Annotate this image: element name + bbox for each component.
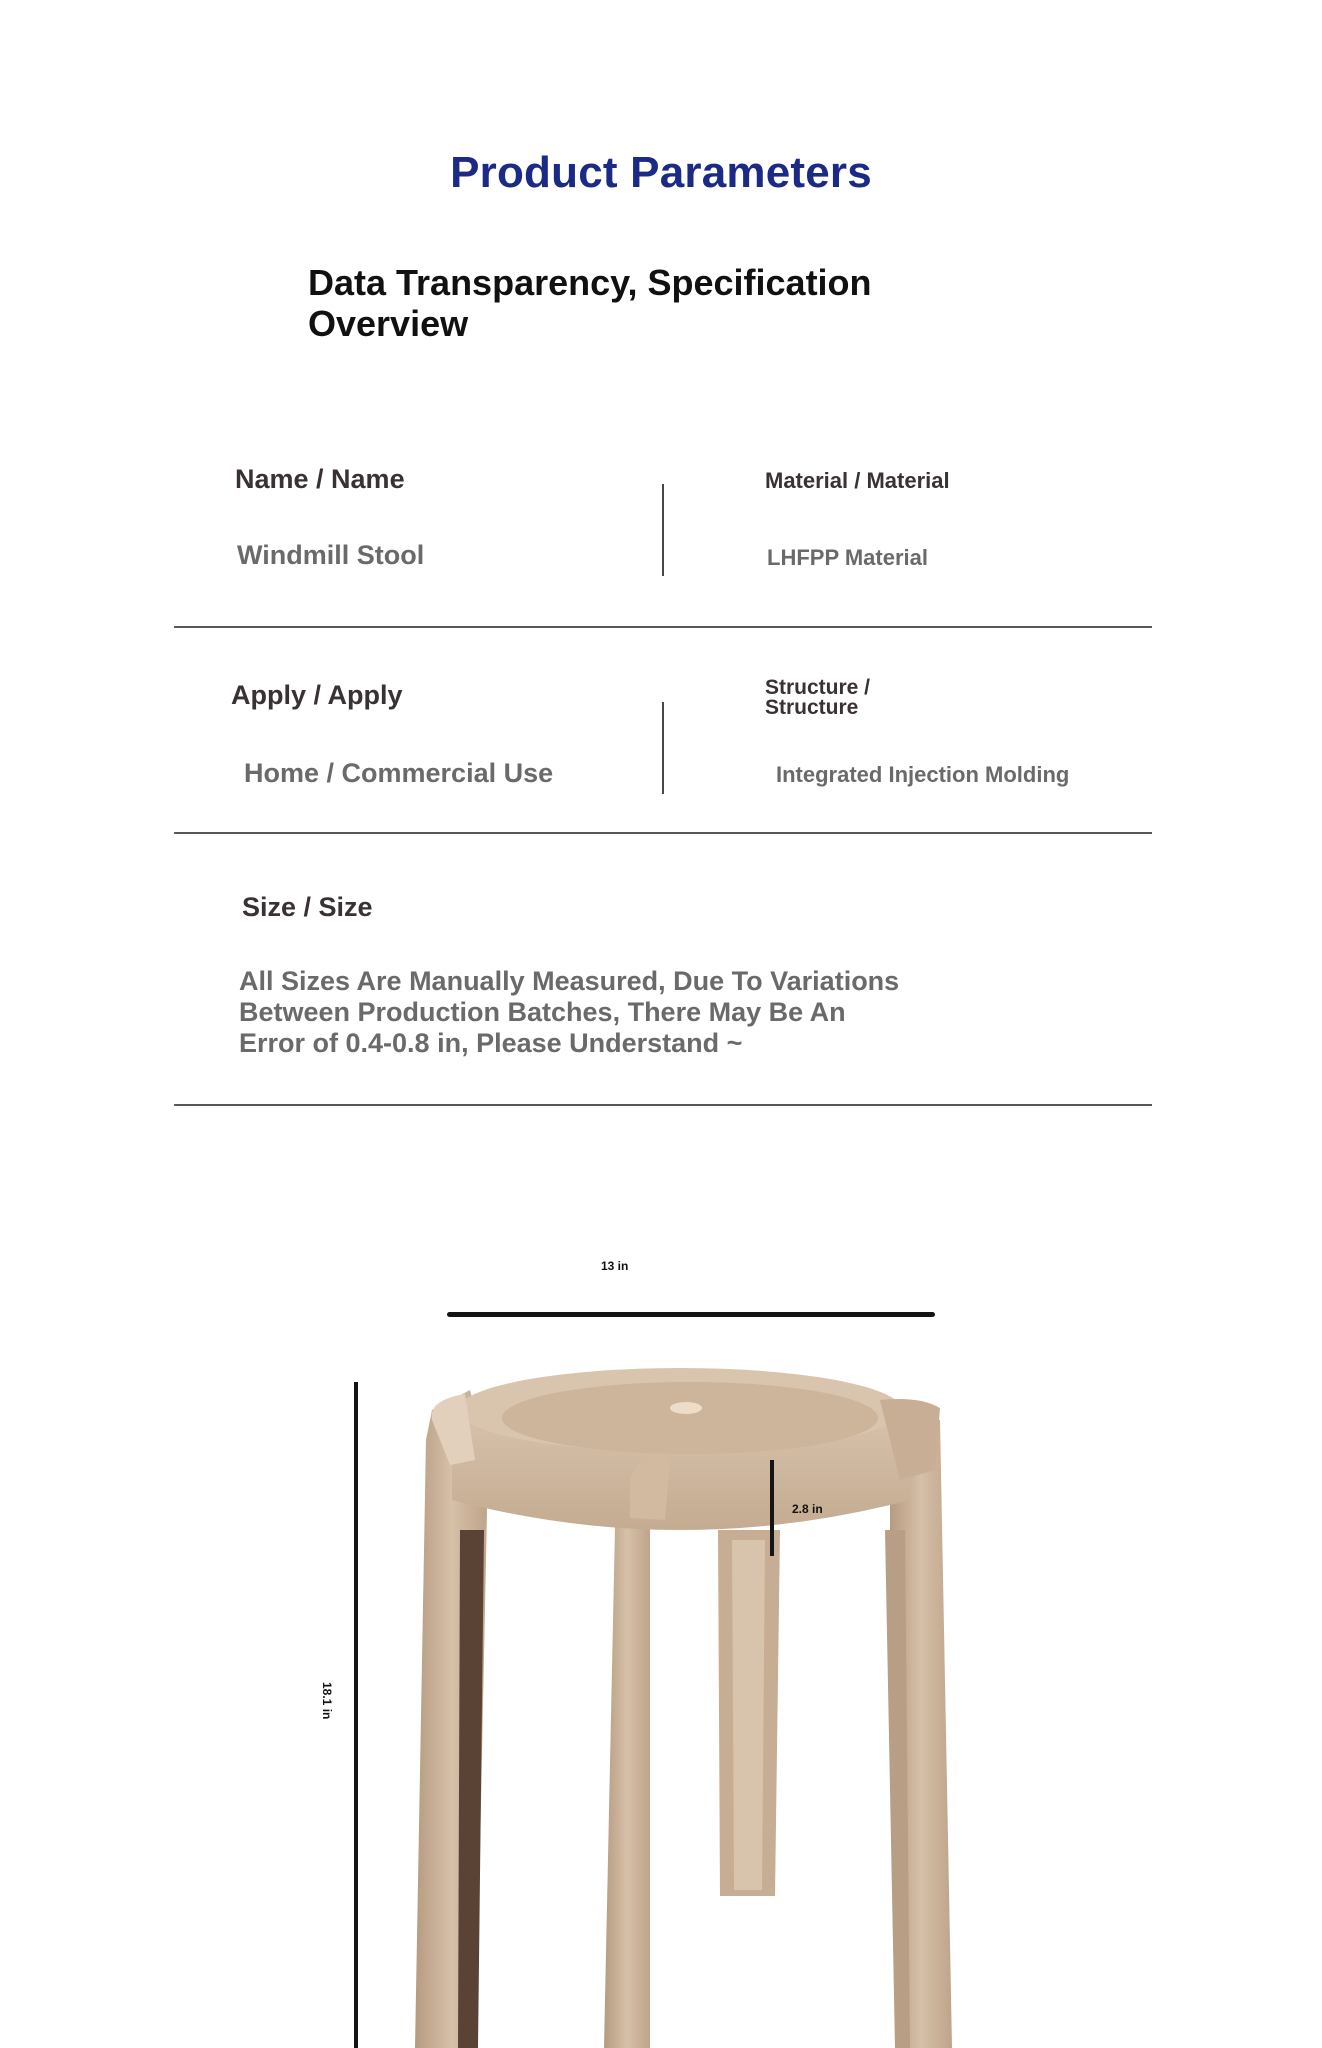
spec-label-structure: Structure / Structure xyxy=(765,676,871,719)
seat-thickness-label: 2.8 in xyxy=(792,1502,823,1516)
width-dimension-line xyxy=(447,1312,935,1317)
row-divider xyxy=(174,626,1152,628)
height-dimension-line xyxy=(354,1382,358,2048)
spec-label-material: Material / Material xyxy=(765,468,950,493)
seat-thickness-line xyxy=(770,1460,774,1556)
spec-value-structure: Integrated Injection Molding xyxy=(776,762,1070,787)
spec-value-size: All Sizes Are Manually Measured, Due To Variations Between Production Batches, There May Be An Error of 0.4-0.8 in, Please Understand ~ xyxy=(239,966,900,1058)
spec-value-apply: Home / Commercial Use xyxy=(244,758,554,788)
spec-label-size: Size / Size xyxy=(242,892,373,922)
height-dimension-label: 18.1 in xyxy=(320,1682,334,1720)
column-divider xyxy=(662,702,664,794)
spec-label-name: Name / Name xyxy=(235,464,405,494)
column-divider xyxy=(662,484,664,576)
spec-label-apply: Apply / Apply xyxy=(231,680,403,710)
width-dimension-label: 13 in xyxy=(601,1259,629,1273)
page-subtitle: Data Transparency, Specification Overview xyxy=(308,262,872,344)
row-divider xyxy=(174,1104,1152,1106)
spec-value-material: LHFPP Material xyxy=(767,545,928,570)
spec-value-name: Windmill Stool xyxy=(237,540,425,570)
page-title: Product Parameters xyxy=(450,148,872,197)
stool-image xyxy=(380,1330,1000,2048)
row-divider xyxy=(174,832,1152,834)
